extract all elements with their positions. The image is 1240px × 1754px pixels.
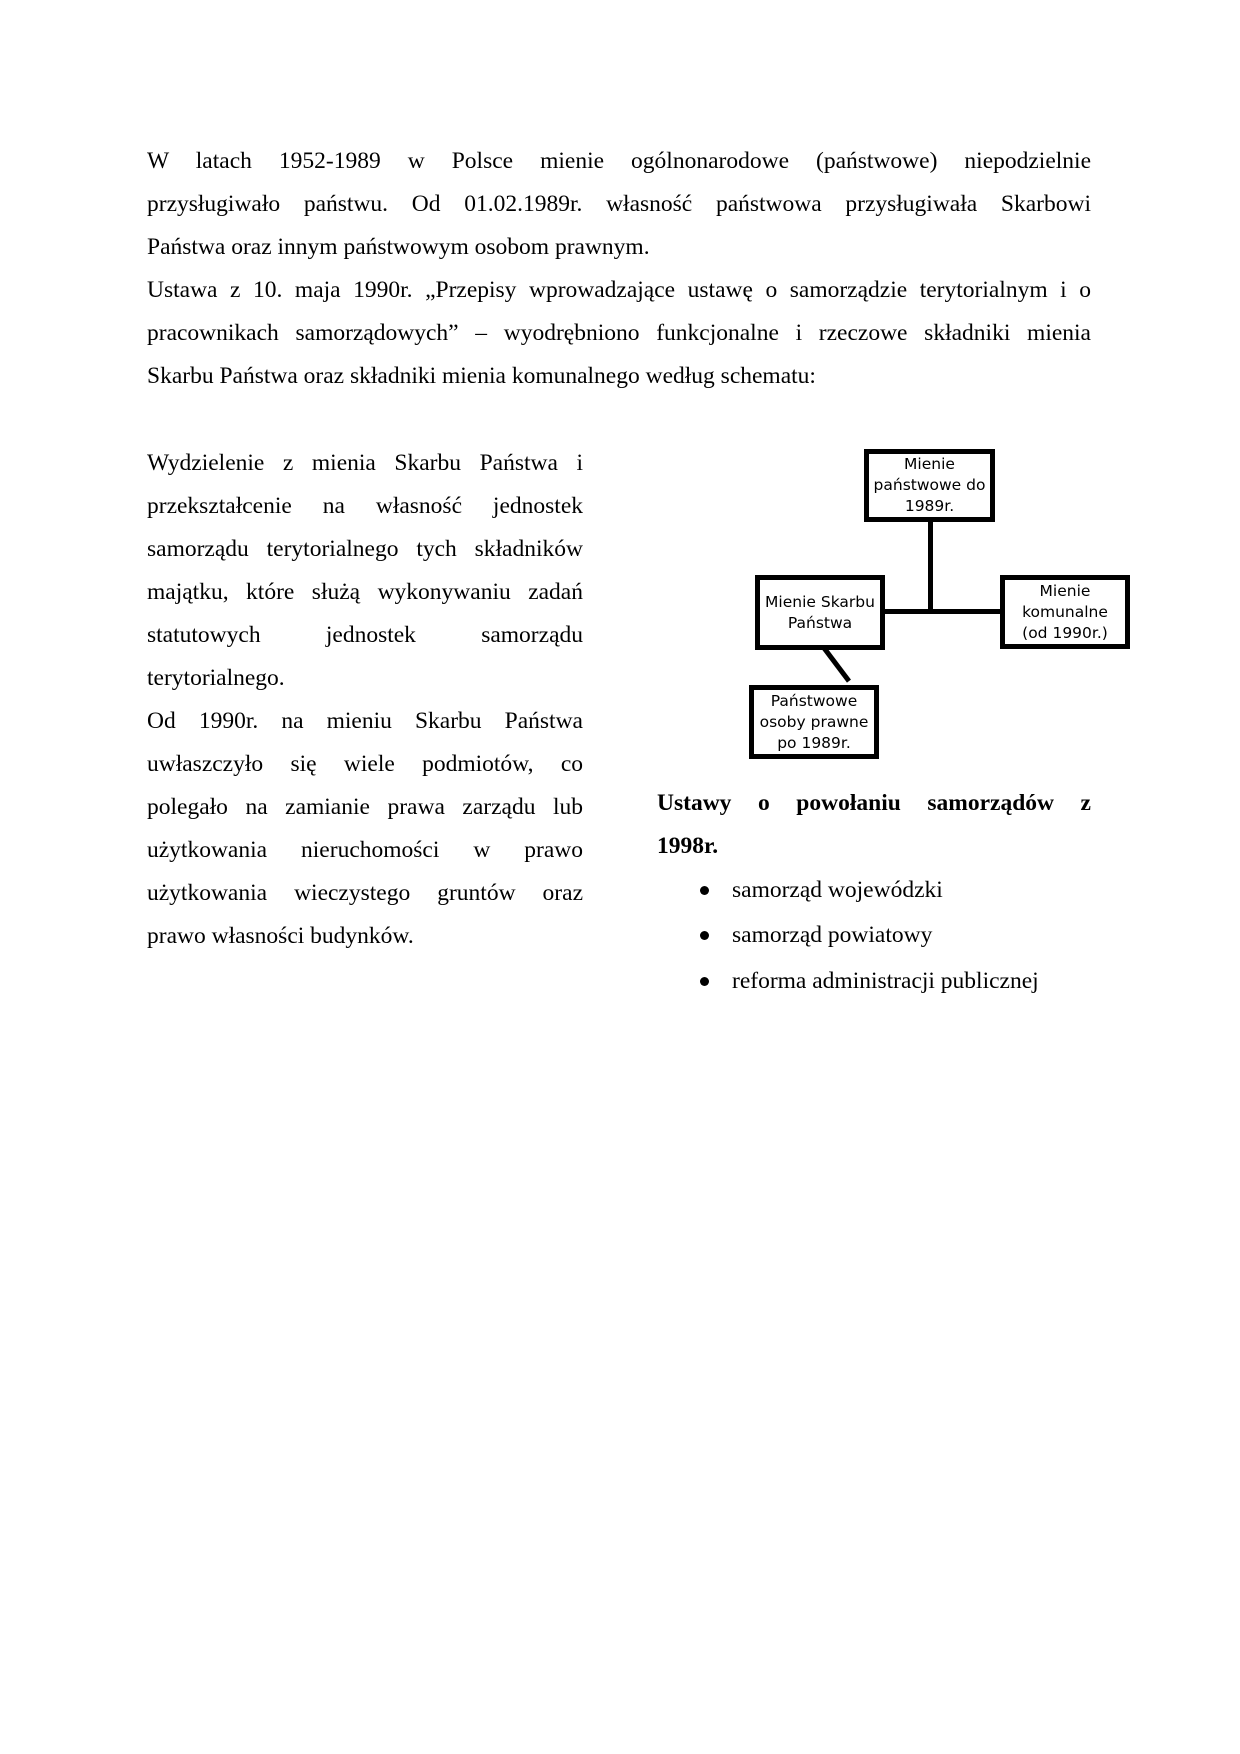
- box-text: Państwa: [787, 613, 853, 632]
- box-text: komunalne: [1022, 602, 1108, 621]
- text-line: użytkowania wieczystego gruntów oraz: [147, 880, 583, 906]
- bullet-icon: [700, 931, 709, 940]
- text-line: terytorialnego.: [147, 665, 285, 691]
- text-line: Ustawa z 10. maja 1990r. „Przepisy wprowadzające ustawę o samorządzie terytorialnym i o: [147, 277, 1091, 303]
- heading-line: 1998r.: [657, 833, 719, 859]
- box-text: 1989r.: [904, 497, 955, 515]
- box-treasury-property: [755, 575, 885, 650]
- list-item: samorząd wojewódzki: [732, 877, 943, 903]
- text-line: samorządu terytorialnego tych składników: [147, 536, 583, 562]
- bullet-icon: [700, 977, 709, 986]
- text-line: pracownikach samorządowych” – wyodrębniono funkcjonalne i rzeczowe składniki mienia: [147, 320, 1091, 346]
- text-line: uwłaszczyło się wiele podmiotów, co: [147, 751, 583, 777]
- text-line: polegało na zamianie prawa zarządu lub: [147, 794, 583, 820]
- connector-diagonal: [821, 644, 851, 682]
- list-item: samorząd powiatowy: [732, 922, 933, 948]
- box-text: Mienie: [1039, 581, 1091, 600]
- heading-line: Ustawy o powołaniu samorządów z: [657, 790, 1091, 816]
- text-line: przysługiwało państwu. Od 01.02.1989r. własność państwowa przysługiwała Skarbowi: [147, 191, 1091, 217]
- text-line: Wydzielenie z mienia Skarbu Państwa i: [147, 450, 583, 476]
- box-state-property: [864, 449, 995, 522]
- text-line: prawo własności budynków.: [147, 923, 414, 949]
- bullet-icon: [700, 886, 709, 895]
- text-line: Państwa oraz innym państwowym osobom prawnym.: [147, 234, 650, 260]
- box-text: Mienie Skarbu: [765, 592, 875, 611]
- text-line: Od 1990r. na mieniu Skarbu Państwa: [147, 708, 583, 734]
- box-text: państwowe do: [873, 476, 986, 494]
- text-line: W latach 1952-1989 w Polsce mienie ogólnonarodowe (państwowe) niepodzielnie: [147, 148, 1091, 174]
- connector-horizontal: [883, 609, 1002, 614]
- list-item: reforma administracji publicznej: [732, 968, 1039, 994]
- text-line: przekształcenie na własność jednostek: [147, 493, 583, 519]
- connector-vertical: [928, 520, 933, 614]
- box-text: po 1989r.: [777, 733, 851, 752]
- text-line: użytkowania nieruchomości w prawo: [147, 837, 583, 863]
- box-text: osoby prawne: [759, 712, 869, 731]
- box-text: Mienie: [904, 455, 955, 473]
- left-column-text: [147, 442, 583, 958]
- box-text: Państwowe: [770, 691, 858, 710]
- text-line: Skarbu Państwa oraz składniki mienia komunalnego według schematu:: [147, 363, 816, 389]
- text-line: statutowych jednostek samorządu: [147, 622, 583, 648]
- text-line: majątku, które służą wykonywaniu zadań: [147, 579, 583, 605]
- intro-paragraph: [147, 140, 1091, 398]
- box-communal-property: [1000, 575, 1130, 649]
- box-state-legal-persons: [749, 685, 879, 759]
- laws-heading: [657, 782, 1091, 868]
- box-text: (od 1990r.): [1022, 623, 1108, 642]
